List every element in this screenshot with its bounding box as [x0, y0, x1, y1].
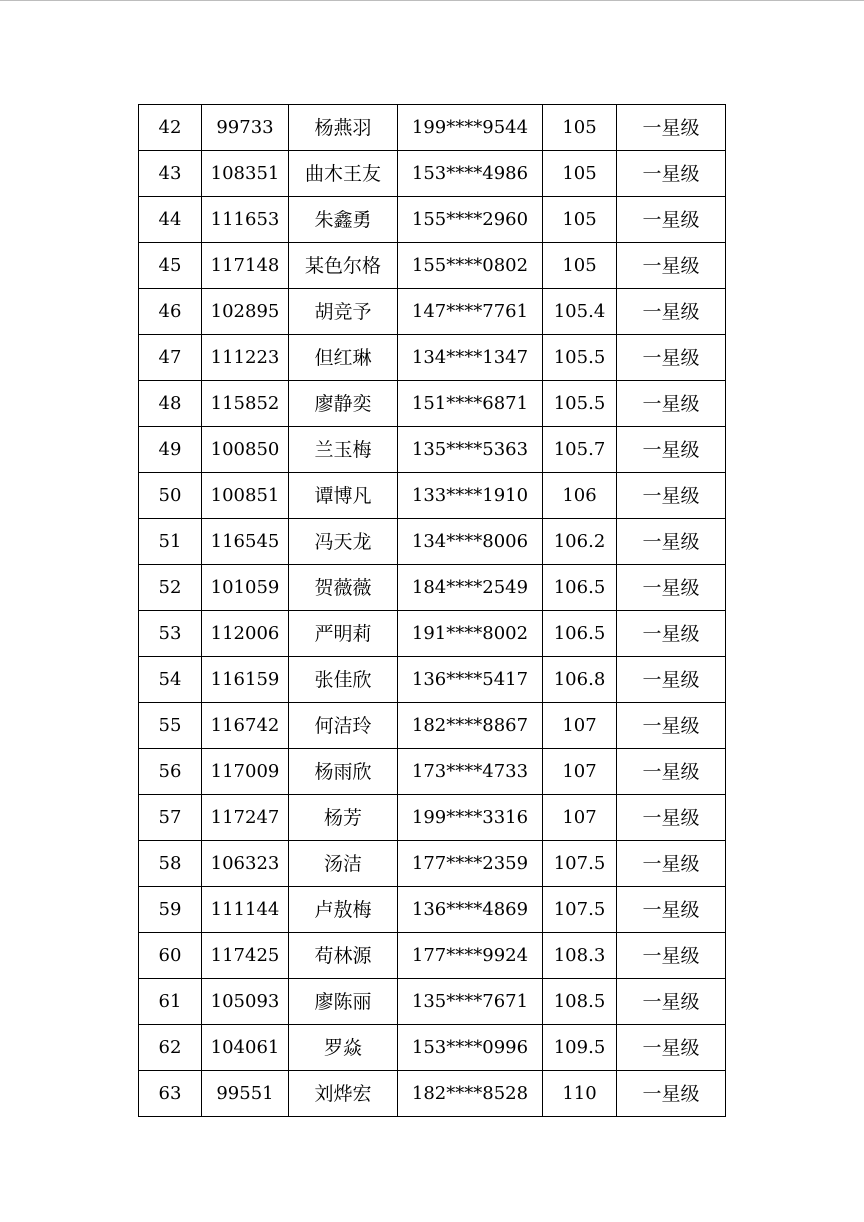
name-cell: 胡竞予: [289, 289, 398, 335]
table-row: [139, 473, 726, 519]
table-row: [139, 381, 726, 427]
score-cell: 106.5: [543, 565, 617, 611]
table-row: [139, 105, 726, 151]
score-cell: 106.5: [543, 611, 617, 657]
name-cell: 严明莉: [289, 611, 398, 657]
seq-cell: 50: [139, 473, 202, 519]
id-cell: 111653: [202, 197, 289, 243]
name-cell: 廖静奕: [289, 381, 398, 427]
score-cell: 105: [543, 151, 617, 197]
phone-cell: 155****0802: [398, 243, 543, 289]
phone-cell: 134****8006: [398, 519, 543, 565]
name-cell: 刘烨宏: [289, 1071, 398, 1117]
level-cell: 一星级: [617, 1071, 726, 1117]
table-row: [139, 657, 726, 703]
score-cell: 105.4: [543, 289, 617, 335]
phone-cell: 182****8528: [398, 1071, 543, 1117]
seq-cell: 48: [139, 381, 202, 427]
name-cell: 但红琳: [289, 335, 398, 381]
phone-cell: 147****7761: [398, 289, 543, 335]
name-cell: 杨芳: [289, 795, 398, 841]
table-row: [139, 795, 726, 841]
score-cell: 109.5: [543, 1025, 617, 1071]
id-cell: 99733: [202, 105, 289, 151]
level-cell: 一星级: [617, 381, 726, 427]
seq-cell: 57: [139, 795, 202, 841]
name-cell: 贺薇薇: [289, 565, 398, 611]
name-cell: 汤洁: [289, 841, 398, 887]
seq-cell: 51: [139, 519, 202, 565]
id-cell: 100851: [202, 473, 289, 519]
table-row: [139, 151, 726, 197]
seq-cell: 52: [139, 565, 202, 611]
id-cell: 102895: [202, 289, 289, 335]
seq-cell: 46: [139, 289, 202, 335]
score-cell: 110: [543, 1071, 617, 1117]
id-cell: 117148: [202, 243, 289, 289]
phone-cell: 155****2960: [398, 197, 543, 243]
name-cell: 某色尔格: [289, 243, 398, 289]
seq-cell: 54: [139, 657, 202, 703]
table-row: [139, 1025, 726, 1071]
seq-cell: 43: [139, 151, 202, 197]
score-cell: 105.5: [543, 381, 617, 427]
name-cell: 谭博凡: [289, 473, 398, 519]
name-cell: 卢敖梅: [289, 887, 398, 933]
id-cell: 100850: [202, 427, 289, 473]
table-row: [139, 887, 726, 933]
score-cell: 107: [543, 703, 617, 749]
phone-cell: 199****3316: [398, 795, 543, 841]
id-cell: 101059: [202, 565, 289, 611]
level-cell: 一星级: [617, 197, 726, 243]
phone-cell: 153****4986: [398, 151, 543, 197]
phone-cell: 151****6871: [398, 381, 543, 427]
table-row: [139, 749, 726, 795]
id-cell: 99551: [202, 1071, 289, 1117]
level-cell: 一星级: [617, 749, 726, 795]
level-cell: 一星级: [617, 657, 726, 703]
seq-cell: 44: [139, 197, 202, 243]
phone-cell: 184****2549: [398, 565, 543, 611]
seq-cell: 62: [139, 1025, 202, 1071]
id-cell: 111144: [202, 887, 289, 933]
id-cell: 108351: [202, 151, 289, 197]
seq-cell: 59: [139, 887, 202, 933]
level-cell: 一星级: [617, 703, 726, 749]
level-cell: 一星级: [617, 565, 726, 611]
id-cell: 117247: [202, 795, 289, 841]
level-cell: 一星级: [617, 841, 726, 887]
level-cell: 一星级: [617, 1025, 726, 1071]
score-cell: 108.5: [543, 979, 617, 1025]
level-cell: 一星级: [617, 979, 726, 1025]
level-cell: 一星级: [617, 795, 726, 841]
phone-cell: 177****9924: [398, 933, 543, 979]
id-cell: 115852: [202, 381, 289, 427]
level-cell: 一星级: [617, 151, 726, 197]
score-cell: 105: [543, 197, 617, 243]
id-cell: 106323: [202, 841, 289, 887]
page-top-border: [0, 0, 864, 1]
name-cell: 苟林源: [289, 933, 398, 979]
phone-cell: 182****8867: [398, 703, 543, 749]
results-table: [138, 104, 726, 1117]
table-row: [139, 289, 726, 335]
name-cell: 朱鑫勇: [289, 197, 398, 243]
phone-cell: 191****8002: [398, 611, 543, 657]
phone-cell: 135****5363: [398, 427, 543, 473]
score-cell: 106.2: [543, 519, 617, 565]
table-row: [139, 933, 726, 979]
name-cell: 张佳欣: [289, 657, 398, 703]
id-cell: 117009: [202, 749, 289, 795]
score-cell: 105: [543, 105, 617, 151]
table-row: [139, 565, 726, 611]
seq-cell: 53: [139, 611, 202, 657]
id-cell: 104061: [202, 1025, 289, 1071]
seq-cell: 60: [139, 933, 202, 979]
name-cell: 兰玉梅: [289, 427, 398, 473]
level-cell: 一星级: [617, 611, 726, 657]
score-cell: 105.5: [543, 335, 617, 381]
id-cell: 105093: [202, 979, 289, 1025]
name-cell: 罗焱: [289, 1025, 398, 1071]
score-cell: 107: [543, 795, 617, 841]
seq-cell: 58: [139, 841, 202, 887]
seq-cell: 45: [139, 243, 202, 289]
name-cell: 廖陈丽: [289, 979, 398, 1025]
name-cell: 何洁玲: [289, 703, 398, 749]
score-cell: 108.3: [543, 933, 617, 979]
phone-cell: 136****4869: [398, 887, 543, 933]
score-cell: 105: [543, 243, 617, 289]
id-cell: 116545: [202, 519, 289, 565]
seq-cell: 49: [139, 427, 202, 473]
table-row: [139, 1071, 726, 1117]
level-cell: 一星级: [617, 519, 726, 565]
level-cell: 一星级: [617, 289, 726, 335]
name-cell: 冯天龙: [289, 519, 398, 565]
seq-cell: 61: [139, 979, 202, 1025]
id-cell: 116159: [202, 657, 289, 703]
level-cell: 一星级: [617, 427, 726, 473]
table-row: [139, 519, 726, 565]
level-cell: 一星级: [617, 105, 726, 151]
seq-cell: 42: [139, 105, 202, 151]
id-cell: 112006: [202, 611, 289, 657]
score-cell: 107: [543, 749, 617, 795]
phone-cell: 133****1910: [398, 473, 543, 519]
seq-cell: 56: [139, 749, 202, 795]
phone-cell: 177****2359: [398, 841, 543, 887]
level-cell: 一星级: [617, 243, 726, 289]
score-cell: 105.7: [543, 427, 617, 473]
level-cell: 一星级: [617, 933, 726, 979]
level-cell: 一星级: [617, 887, 726, 933]
id-cell: 111223: [202, 335, 289, 381]
score-cell: 107.5: [543, 887, 617, 933]
results-table-body: [139, 105, 726, 1117]
name-cell: 杨燕羽: [289, 105, 398, 151]
score-cell: 106.8: [543, 657, 617, 703]
table-row: [139, 703, 726, 749]
name-cell: 曲木王友: [289, 151, 398, 197]
table-row: [139, 243, 726, 289]
seq-cell: 47: [139, 335, 202, 381]
phone-cell: 136****5417: [398, 657, 543, 703]
seq-cell: 55: [139, 703, 202, 749]
id-cell: 117425: [202, 933, 289, 979]
table-row: [139, 841, 726, 887]
phone-cell: 173****4733: [398, 749, 543, 795]
phone-cell: 199****9544: [398, 105, 543, 151]
table-row: [139, 979, 726, 1025]
level-cell: 一星级: [617, 473, 726, 519]
name-cell: 杨雨欣: [289, 749, 398, 795]
phone-cell: 134****1347: [398, 335, 543, 381]
table-row: [139, 427, 726, 473]
id-cell: 116742: [202, 703, 289, 749]
table-row: [139, 611, 726, 657]
phone-cell: 153****0996: [398, 1025, 543, 1071]
score-cell: 106: [543, 473, 617, 519]
phone-cell: 135****7671: [398, 979, 543, 1025]
score-cell: 107.5: [543, 841, 617, 887]
table-row: [139, 335, 726, 381]
seq-cell: 63: [139, 1071, 202, 1117]
level-cell: 一星级: [617, 335, 726, 381]
table-row: [139, 197, 726, 243]
